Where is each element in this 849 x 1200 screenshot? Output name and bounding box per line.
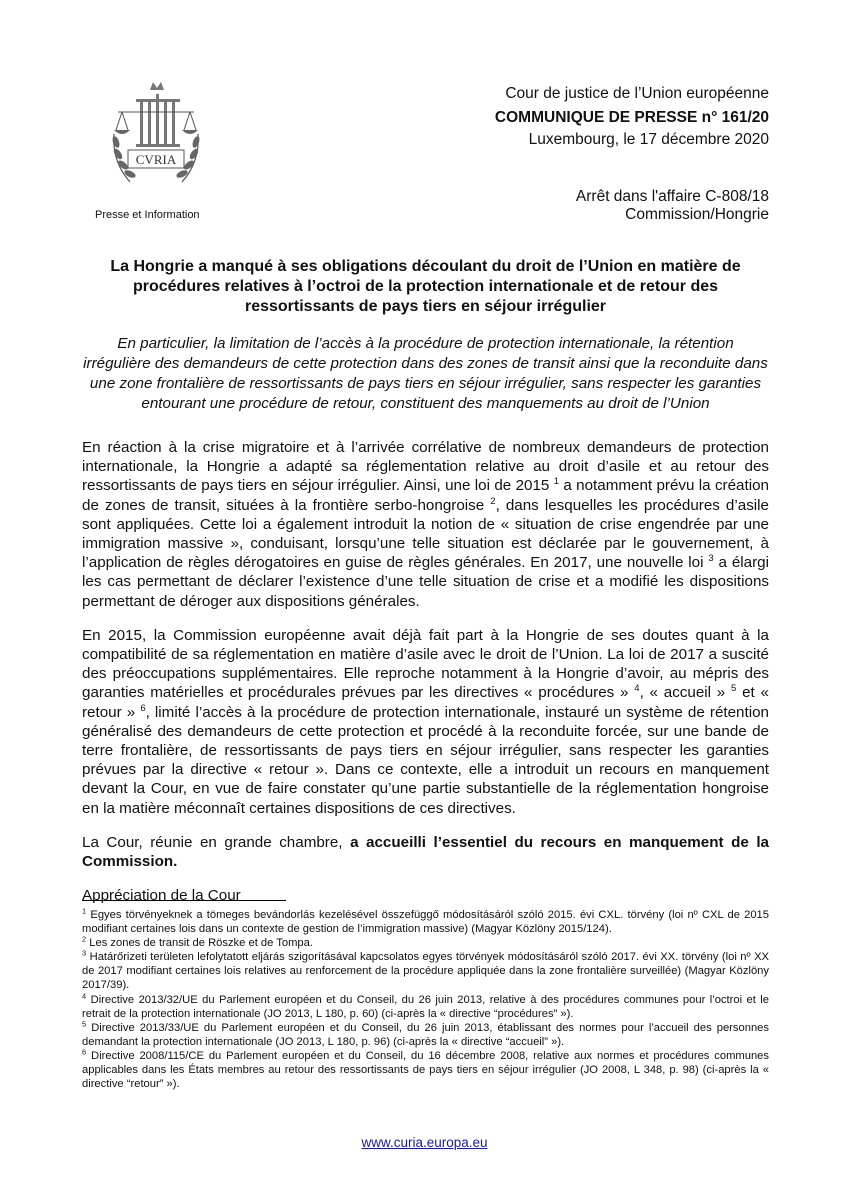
footnote-2: $^2$ Les zones de transit de Röszke et de Tompa.	[82, 934, 313, 950]
footnote-divider	[82, 900, 286, 901]
press-release-subtitle: En particulier, la limitation de l’accès à la procédure de protection internationale, la rétention irrégulière des demandeurs de cette protection dans des zones de transit ainsi que la reconduite dans une zone frontalière de ressortissants de pays tiers en séjour irrégulier, sans respecter les garanties entourant une procédure de retour, constituent des manquements au droit de l’Union	[83, 335, 768, 412]
ruling-summary: a accueilli l’essentiel du recours en manquement de la Commission.	[82, 833, 769, 871]
footnote-1: $^1$ Egyes törvényeknek a tömeges bevándorlás kezelésével összefüggő módosításáról szóló 2015. évi CXL. törvény (loi nº CXL de 2015 modifiant certaines lois dans un contexte de gestion de l’immigration massive) (Magyar Közlöny 2015/124).	[82, 906, 769, 936]
footnote-5: $^5$ Directive 2013/33/UE du Parlement européen et du Conseil, du 26 juin 2013, établissant des normes pour l’accueil des personnes demandant la protection internationale (JO 2013, L 180, p. 96) (ci-après la « directive “accueil” »).	[82, 1019, 769, 1048]
footnote-3: $^3$ Határőrizeti területen lefolytatott eljárás szigorításával kapcsolatos egyes törvények módosításáról szóló 2017. évi XX. törvény (loi nº XX de 2017 modifiant certaines lois relatives au renforcement de la procédure appliquée dans la zone frontalière surveillée) (Magyar Közlöny 2017/39).	[82, 948, 769, 992]
footnote-6: $^6$ Directive 2008/115/CE du Parlement européen et du Conseil, du 16 décembre 2008, relative aux normes et procédures communes applicables dans les États membres au retour des ressortissants de pays tiers en séjour irrégulier (JO 2008, L 348, p. 98) (ci-après la « directive “retour” »).	[82, 1047, 769, 1091]
paragraph-3: La Cour, réunie en grande chambre, a accueilli l’essentiel du recours en manquement de la Commission.	[82, 833, 769, 871]
body-text	[82, 438, 769, 920]
court-name: Cour de justice de l’Union européenne	[505, 85, 769, 102]
footnote-ref-5[interactable]: 5	[731, 683, 737, 695]
footnote-ref-6[interactable]: 6	[140, 702, 146, 714]
footnote-ref-4[interactable]: 4	[634, 683, 640, 695]
curia-logo	[100, 72, 212, 194]
footnotes	[82, 908, 769, 1091]
footer-link[interactable]: www.curia.europa.eu	[361, 1135, 488, 1150]
footnote-ref-2[interactable]: 2	[490, 495, 496, 507]
paragraph-1: En réaction à la crise migratoire et à l’arrivée corrélative de nombreux demandeurs de protection internationale, la Hongrie a adapté sa réglementation relative au droit d’asile et au retour des ressortissants de pays tiers en séjour irrégulier. Ainsi, une loi de 2015 $^1$ a notamment prévu la création de zones de transit, situées à la frontière serbo-hongroise $^2$, dans lesquelles les procédures d’asile sont appliquées. Cette loi a également introduit la notion de « situation de crise engendrée par une immigration massive », conduisant, lorsqu’une telle situation est déclarée par le gouvernement, à l’application de règles dérogatoires en guise de règles générales. En 2017, une nouvelle loi $^3$ a élargi les cas permettant de déclarer l’existence d’une telle situation de crise et a modifié les dispositions permettant de déroger aux dispositions générales.	[82, 439, 769, 610]
footnote-ref-3[interactable]: 3	[708, 553, 714, 565]
footnote-4: $^4$ Directive 2013/32/UE du Parlement européen et du Conseil, du 26 juin 2013, relative à des procédures communes pour l’octroi et le retrait de la protection internationale (JO 2013, L 180, p. 60) (ci-après la « directive “procédures” »).	[82, 990, 769, 1020]
section-heading: Appréciation de la Cour	[82, 887, 241, 905]
press-release-number: COMMUNIQUE DE PRESSE n° 161/20	[494, 109, 769, 126]
judgment-reference: Arrêt dans l'affaire C-808/18	[575, 188, 769, 205]
press-release-title: La Hongrie a manqué à ses obligations découlant du droit de l’Union en matière de procédures relatives à l’octroi de la protection internationale et de retour des ressortissants de pays tiers en séjour irrégulier	[110, 258, 741, 315]
place-date: Luxembourg, le 17 décembre 2020	[528, 131, 769, 148]
paragraph-2: En 2015, la Commission européenne avait déjà fait part à la Hongrie de ses doutes quant à la compatibilité de sa réglementation en matière d’asile avec le droit de l’Union. La loi de 2017 a suscité des préoccupations supplémentaires. Elle reproche notamment à la Hongrie d’avoir, au mépris des garanties matérielles et procédurales prévues par les directives « procédures » $^4$, « accueil » $^5$ et « retour » $^6$, limité l’accès à la procédure de protection internationale, instauré un système de rétention généralisé des demandeurs de cette protection et procédé à la reconduite forcée, sur une bande de terre frontalière, de ressortissants de pays tiers en séjour irrégulier, sans respecter les garanties prévues par la directive « retour ». Dans ce contexte, elle a introduit un recours en manquement devant la Cour, en vue de faire constater qu’une partie substantielle de la réglementation hongroise en la matière méconnaît certaines dispositions de ces directives.	[82, 626, 769, 817]
logo-lettering: CVRIA	[135, 152, 177, 167]
footnote-ref-1[interactable]: 1	[553, 476, 559, 488]
department-label: Presse et Information	[95, 209, 200, 221]
case-parties: Commission/Hongrie	[625, 206, 769, 223]
